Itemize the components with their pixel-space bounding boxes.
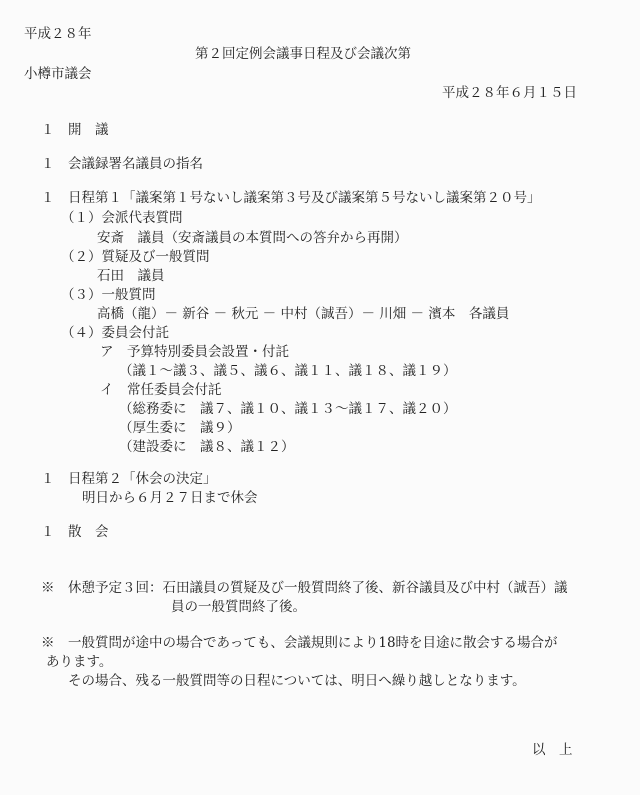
page-title: 第２回定例会議事日程及び会議次第 xyxy=(195,46,411,62)
sub3-detail: 高橋（龍）－ 新谷 － 秋元 － 中村（誠吾）－ 川畑 － 濱本 各議員 xyxy=(97,306,510,322)
sub4-i-line3: （建設委に 議８、議１２） xyxy=(119,439,295,455)
schedule2-heading: １ 日程第２「休会の決定」 xyxy=(41,471,217,487)
sub2-label: （２）質疑及び一般質問 xyxy=(61,249,210,265)
item-adjourn: １ 散 会 xyxy=(41,524,109,540)
item-signature-designation: １ 会議録署名議員の指名 xyxy=(41,156,203,172)
note2-line1: ※ 一般質問が途中の場合であっても、会議規則により18時を目途に散会する場合が xyxy=(41,635,558,651)
sub4-a-label: ア 予算特別委員会設置・付託 xyxy=(100,344,289,360)
item-open-session: １ 開 議 xyxy=(41,122,109,138)
note2-line3: その場合、残る一般質問等の日程については、明日へ繰り越しとなります。 xyxy=(68,673,526,689)
sub4-label: （４）委員会付託 xyxy=(61,325,169,341)
closing-mark: 以 上 xyxy=(532,742,573,758)
schedule2-detail: 明日から６月２７日まで休会 xyxy=(82,490,258,506)
schedule1-heading: １ 日程第１「議案第１号ないし議案第３号及び議案第５号ないし議案第２０号」 xyxy=(41,190,541,206)
sub4-i-line2: （厚生委に 議９） xyxy=(119,420,241,436)
organization: 小樽市議会 xyxy=(24,66,92,82)
sub2-detail: 石田 議員 xyxy=(97,268,165,284)
sub1-detail: 安斎 議員（安斎議員の本質問への答弁から再開） xyxy=(97,230,408,246)
sub4-i-label: イ 常任委員会付託 xyxy=(100,382,222,398)
note1-line2: 員の一般質問終了後。 xyxy=(171,599,306,615)
sub4-a-detail: （議１～議３、議５、議６、議１１、議１８、議１９） xyxy=(119,363,457,379)
sub4-i-line1: （総務委に 議７、議１０、議１３～議１７、議２０） xyxy=(119,401,457,417)
era-year: 平成２８年 xyxy=(24,26,92,42)
document-date: 平成２８年６月１５日 xyxy=(442,85,577,101)
sub1-label: （１）会派代表質問 xyxy=(61,210,183,226)
note1-line1: ※ 休憩予定３回：石田議員の質疑及び一般質問終了後、新谷議員及び中村（誠吾）議 xyxy=(41,580,568,596)
sub3-label: （３）一般質問 xyxy=(61,287,156,303)
note2-line2: あります。 xyxy=(46,654,113,670)
